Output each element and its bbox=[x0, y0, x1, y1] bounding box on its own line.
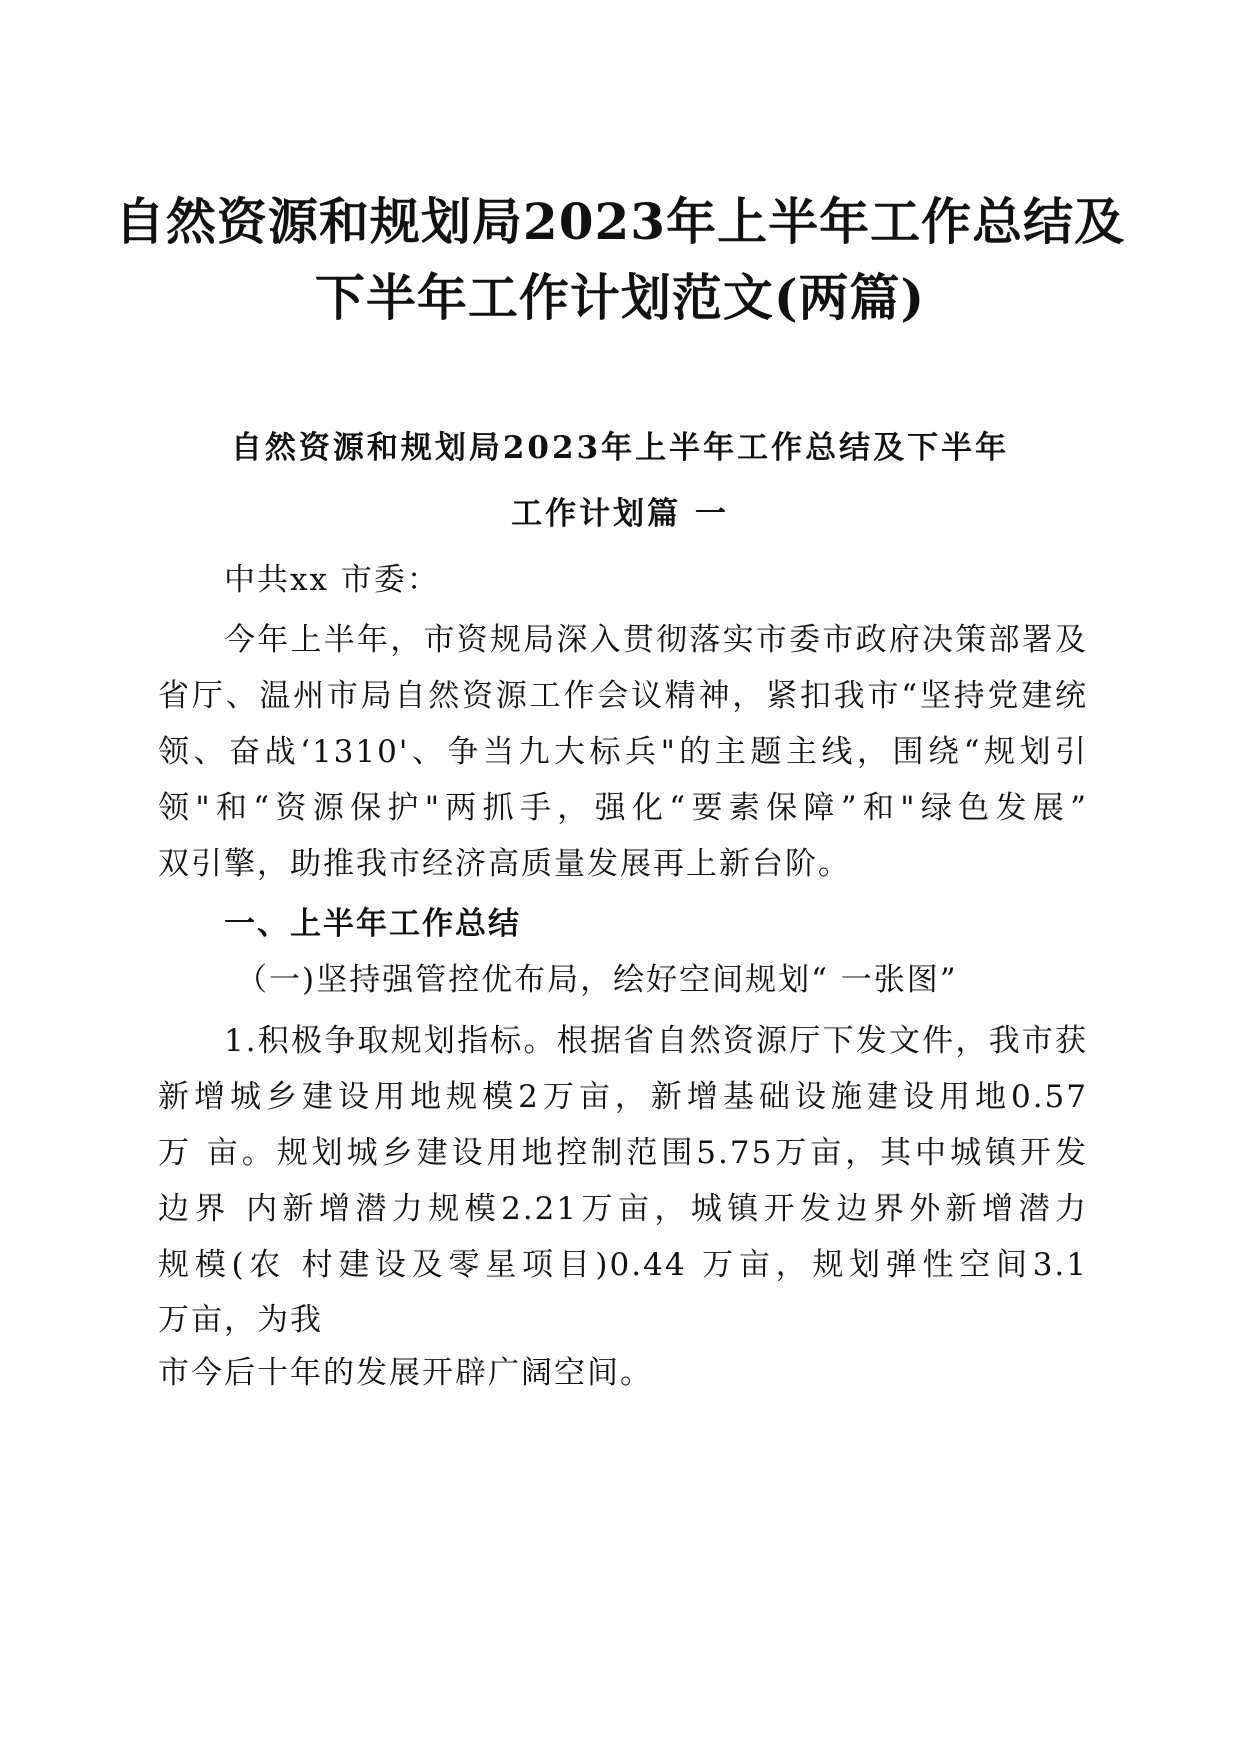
paragraph-line: 规模(农 村建设及零星项目)0.44 万亩，规划弹性空间3.1 bbox=[158, 1247, 1088, 1283]
subsection-heading: （一)坚持强管控优布局，绘好空间规划“ 一张图” bbox=[236, 962, 958, 998]
paragraph-line: 新增城乡建设用地规模2万亩，新增基础设施建设用地0.57 bbox=[158, 1079, 1088, 1115]
intro-line: 双引擎，助推我市经济高质量发展再上新台阶。 bbox=[158, 846, 851, 882]
salutation: 中共xx 市委： bbox=[224, 562, 440, 598]
section-heading: 一、上半年工作总结 bbox=[224, 906, 521, 942]
intro-line: 领"和“资源保护"两抓手，强化“要素保障”和"绿色发展” bbox=[158, 790, 1088, 826]
paragraph-line: 市今后十年的发展开辟广阔空间。 bbox=[158, 1355, 653, 1391]
subtitle-line-1: 自然资源和规划局2023年上半年工作总结及下半年 bbox=[230, 430, 1010, 466]
main-title-line-2: 下半年工作计划范文(两篇) bbox=[314, 268, 926, 327]
intro-line: 领、奋战‘1310'、争当九大标兵"的主题主线，围绕“规划引 bbox=[158, 734, 1088, 770]
intro-line: 今年上半年，市资规局深入贯彻落实市委市政府决策部署及 bbox=[224, 622, 1088, 658]
main-title-line-1: 自然资源和规划局2023年上半年工作总结及 bbox=[114, 192, 1126, 251]
paragraph-line: 万亩，为我 bbox=[158, 1302, 323, 1338]
paragraph-line: 万 亩。规划城乡建设用地控制范围5.75万亩，其中城镇开发 bbox=[158, 1135, 1088, 1171]
paragraph-line: 1.积极争取规划指标。根据省自然资源厅下发文件，我市获 bbox=[224, 1023, 1088, 1059]
intro-line: 省厅、温州市局自然资源工作会议精神，紧扣我市“坚持党建统 bbox=[158, 678, 1088, 714]
subtitle-line-2: 工作计划篇 一 bbox=[511, 496, 729, 532]
paragraph-line: 边界 内新增潜力规模2.21万亩，城镇开发边界外新增潜力 bbox=[158, 1191, 1088, 1227]
